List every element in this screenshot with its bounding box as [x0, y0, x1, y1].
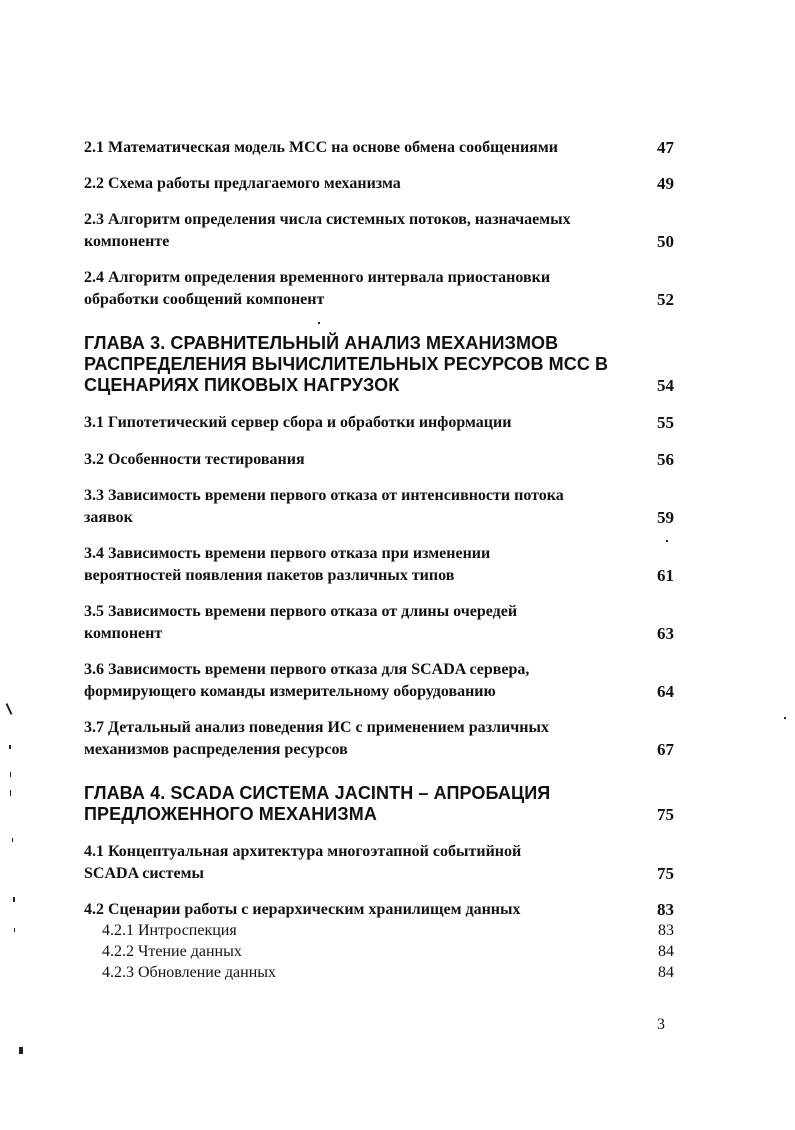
toc-page-number: 54: [657, 376, 674, 395]
scan-mark: [13, 897, 15, 902]
toc-entry-title: 3.4 Зависимость времени первого отказа при изменении: [84, 545, 491, 562]
toc-entry-4-2-2: [84, 941, 674, 962]
toc-entry-title: 2.1 Математическая модель МСС на основе обмена сообщениями: [84, 139, 558, 156]
toc-page-number: 84: [658, 943, 674, 960]
toc-subentry-title: 4.2.3 Обновление данных: [102, 964, 277, 981]
toc-entry-3-6: [84, 659, 674, 703]
scan-mark: [10, 790, 11, 796]
toc-entry-title: SCADA системы: [84, 865, 205, 882]
toc-page-number: 63: [657, 624, 674, 643]
toc-entry-title: 3.1 Гипотетический сервер сбора и обработки информации: [84, 414, 512, 431]
toc-chapter-title: ПРЕДЛОЖЕННОГО МЕХАНИЗМА: [84, 804, 377, 824]
toc-entry-title: вероятностей появления пакетов различных типов: [84, 567, 455, 584]
scan-mark: [666, 540, 668, 542]
toc-entry-2-3: [84, 209, 674, 253]
toc-entry-3-4: [84, 543, 674, 587]
toc-page-number: 52: [657, 290, 674, 309]
scan-mark: [10, 772, 11, 777]
toc-entry-title: 2.3 Алгоритм определения числа системных потоков, назначаемых: [84, 211, 571, 228]
toc-entry-title: 3.2 Особенности тестирования: [84, 451, 305, 468]
toc-entry-2-2: [84, 173, 674, 195]
toc-entry-3-1: [84, 412, 674, 434]
toc-chapter-title: РАСПРЕДЕЛЕНИЯ ВЫЧИСЛИТЕЛЬНЫХ РЕСУРСОВ МСС В: [84, 354, 609, 374]
scan-mark: [14, 928, 15, 932]
toc-entry-4-2: [84, 899, 674, 921]
toc-entry-title: 4.1 Концептуальная архитектура многоэтапной событийной: [84, 843, 522, 860]
toc-entry-3-7: [84, 717, 674, 761]
toc-page-number: 75: [657, 805, 674, 824]
toc-page-number: 50: [657, 232, 674, 251]
toc-entry-title: 2.2 Схема работы предлагаемого механизма: [84, 175, 401, 192]
toc-entry-title: компонент: [84, 625, 163, 642]
scan-mark: [318, 322, 320, 324]
scan-mark: [12, 838, 13, 842]
toc-entry-title: механизмов распределения ресурсов: [84, 741, 348, 758]
scan-mark: [6, 703, 13, 715]
toc-chapter-title: ГЛАВА 3. СРАВНИТЕЛЬНЫЙ АНАЛИЗ МЕХАНИЗМОВ: [84, 333, 559, 353]
toc-entry-title: заявок: [84, 509, 133, 526]
toc-subentry-title: 4.2.1 Интроспекция: [102, 922, 237, 939]
toc-chapter-title: ГЛАВА 4. SCADA СИСТЕМА JACINTH – АПРОБАЦИЯ: [84, 783, 551, 803]
toc-entry-title: 3.7 Детальный анализ поведения ИС с применением различных: [84, 719, 549, 736]
toc-page-number: 59: [657, 508, 674, 527]
toc-page-number: 61: [657, 566, 674, 585]
toc-page-number: 47: [657, 138, 674, 157]
toc-chapter-3: [84, 333, 674, 396]
toc-entry-title: 3.3 Зависимость времени первого отказа от интенсивности потока: [84, 487, 564, 504]
toc-entry-2-4: [84, 267, 674, 311]
toc-entry-3-5: [84, 601, 674, 645]
toc-page-number: 83: [658, 922, 674, 939]
toc-entry-4-2-3: [84, 962, 674, 983]
toc-page-number: 75: [657, 864, 674, 883]
toc-page-number: 55: [657, 413, 674, 432]
page-footer-number: 3: [657, 1016, 665, 1033]
scan-mark: [19, 1047, 23, 1054]
toc-entry-4-1: [84, 841, 674, 885]
toc-entry-title: 2.4 Алгоритм определения временного интервала приостановки: [84, 269, 551, 286]
toc-chapter-4: [84, 783, 674, 825]
toc-entry-3-3: [84, 485, 674, 529]
toc-entry-3-2: [84, 449, 674, 471]
toc-entry-title: 3.6 Зависимость времени первого отказа для SCADA сервера,: [84, 661, 530, 678]
toc-page-number: 83: [657, 900, 674, 919]
toc-chapter-title: СЦЕНАРИЯХ ПИКОВЫХ НАГРУЗОК: [84, 375, 400, 395]
toc-entry-title: формирующего команды измерительному оборудованию: [84, 683, 496, 700]
toc-entry-2-1: [84, 137, 674, 159]
scan-mark: [784, 717, 786, 719]
toc-entry-title: компоненте: [84, 233, 170, 250]
toc-subentry-title: 4.2.2 Чтение данных: [102, 943, 242, 960]
toc-entry-title: 3.5 Зависимость времени первого отказа от длины очередей: [84, 603, 518, 620]
scan-mark: [9, 745, 11, 749]
toc-page-number: 56: [657, 450, 674, 469]
toc-entry-4-2-1: [84, 920, 674, 941]
toc-page-number: 84: [658, 964, 674, 981]
toc-entry-title: 4.2 Сценарии работы с иерархическим хранилищем данных: [84, 901, 521, 918]
toc-page-number: 64: [657, 682, 674, 701]
toc-page-number: 67: [657, 740, 674, 759]
toc-entry-title: обработки сообщений компонент: [84, 291, 325, 308]
toc-page-number: 49: [657, 174, 674, 193]
